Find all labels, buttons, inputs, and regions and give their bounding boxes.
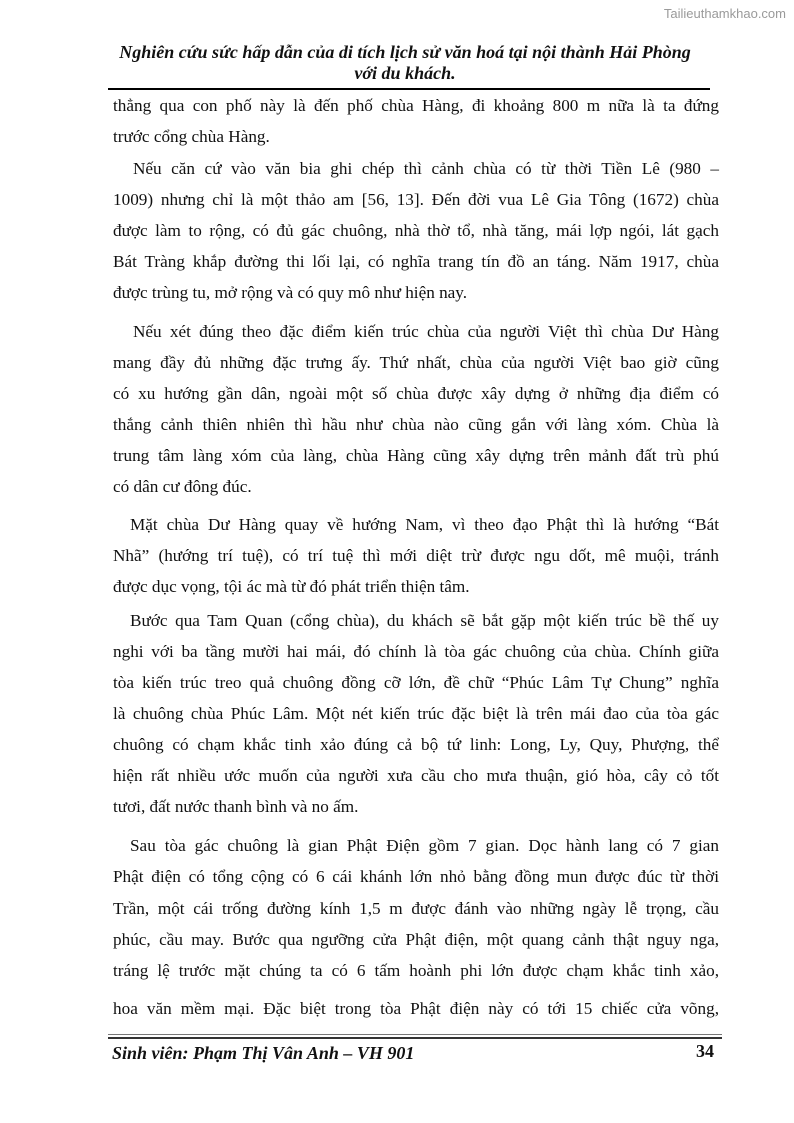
text-line: Phật điện có tổng cộng có 6 cái khánh lớn nhỏ bằng đồng mun được đúc từ thời [113,867,719,886]
text-line: thẳng qua con phố này là đến phố chùa Hàng, đi khoảng 800 m nữa là ta đứng [113,96,719,115]
text-line: chuông có chạm khắc tinh xảo đúng cả bộ tứ linh: Long, Ly, Quy, Phượng, thể [113,735,719,754]
footer-rule-top [108,1034,722,1035]
text-line: có dân cư đông đúc. [113,477,252,496]
text-line: hiện rất nhiều ước muốn của người xưa cầu cho mưa thuận, gió hòa, cây cỏ tốt [113,766,719,785]
text-line: mang đầy đủ những đặc trưng ấy. Thứ nhất, chùa của người Việt bao giờ cũng [113,353,719,372]
text-line: Nhã” (hướng trí tuệ), có trí tuệ thì mới diệt trừ được ngu dốt, mê muội, tránh [113,546,719,565]
watermark: Tailieuthamkhao.com [663,6,786,21]
text-line: thắng cảnh thiên nhiên thì hầu như chùa nào cũng gắn với làng xóm. Chùa là [113,415,719,434]
page-number: 34 [696,1041,714,1061]
text-line: hoa văn mềm mại. Đặc biệt trong tòa Phật điện này có tới 15 chiếc cửa võng, [113,999,719,1018]
header-line-2: với du khách. [354,63,456,83]
text-line: Nếu căn cứ vào văn bia ghi chép thì cảnh chùa có từ thời Tiền Lê (980 – [133,159,719,178]
text-line: Trần, một cái trống đường kính 1,5 m được đánh vào những ngày lễ trọng, cầu [113,899,719,918]
text-line: trung tâm làng xóm của làng, chùa Hàng cũng xây dựng trên mảnh đất trù phú [113,446,719,465]
text-line: Sau tòa gác chuông là gian Phật Điện gồm 7 gian. Dọc hành lang có 7 gian [130,836,719,855]
text-line: được làm to rộng, có đủ gác chuông, nhà thờ tổ, nhà tăng, mái lợp ngói, lát gạch [113,221,719,240]
text-line: phúc, cầu may. Bước qua ngưỡng cửa Phật điện, một quang cảnh thật nguy nga, [113,930,719,949]
text-line: là chuông chùa Phúc Lâm. Một nét kiến trúc đặc biệt là trên mái đao của tòa gác [113,704,719,723]
text-line: được trùng tu, mở rộng và có quy mô như hiện nay. [113,283,468,302]
text-line: nghi với ba tầng mười hai mái, đó chính là tòa gác chuông của chùa. Chính giữa [113,642,719,661]
header-rule [108,88,710,90]
text-line: tráng lệ trước mặt chúng ta có 6 tấm hoành phi lớn được chạm khắc tinh xảo, [113,961,719,980]
text-line: Bát Tràng khắp đường thi lối lại, có nghĩa trang tín đồ an táng. Năm 1917, chùa [113,252,719,271]
footer-author: Sinh viên: Phạm Thị Vân Anh – VH 901 [112,1043,415,1063]
text-line: tòa kiến trúc treo quả chuông đồng cỡ lớn, đề chữ “Phúc Lâm Tự Chung” nghĩa [113,673,719,692]
text-line: 1009) nhưng chỉ là một thảo am [56, 13]. Đến đời vua Lê Gia Tông (1672) chùa [113,190,719,209]
text-line: Bước qua Tam Quan (cổng chùa), du khách sẽ bắt gặp một kiến trúc bề thế uy [130,611,719,630]
running-header [100,42,710,84]
text-line: trước cổng chùa Hàng. [113,127,270,146]
text-line: được dục vọng, tội ác mà từ đó phát triển thiện tâm. [113,577,470,596]
footer-rule [108,1037,722,1039]
text-line: tươi, đất nước thanh bình và no ấm. [113,797,359,816]
text-line: Mặt chùa Dư Hàng quay về hướng Nam, vì theo đạo Phật thì là hướng “Bát [130,515,719,534]
text-line: Nếu xét đúng theo đặc điểm kiến trúc chùa của người Việt thì chùa Dư Hàng [133,322,719,341]
text-line: có xu hướng gần dân, ngoài một số chùa được xây dựng ở những địa điểm có [113,384,719,403]
header-line-1: Nghiên cứu sức hấp dẫn của di tích lịch sử văn hoá tại nội thành Hải Phòng [119,42,691,62]
